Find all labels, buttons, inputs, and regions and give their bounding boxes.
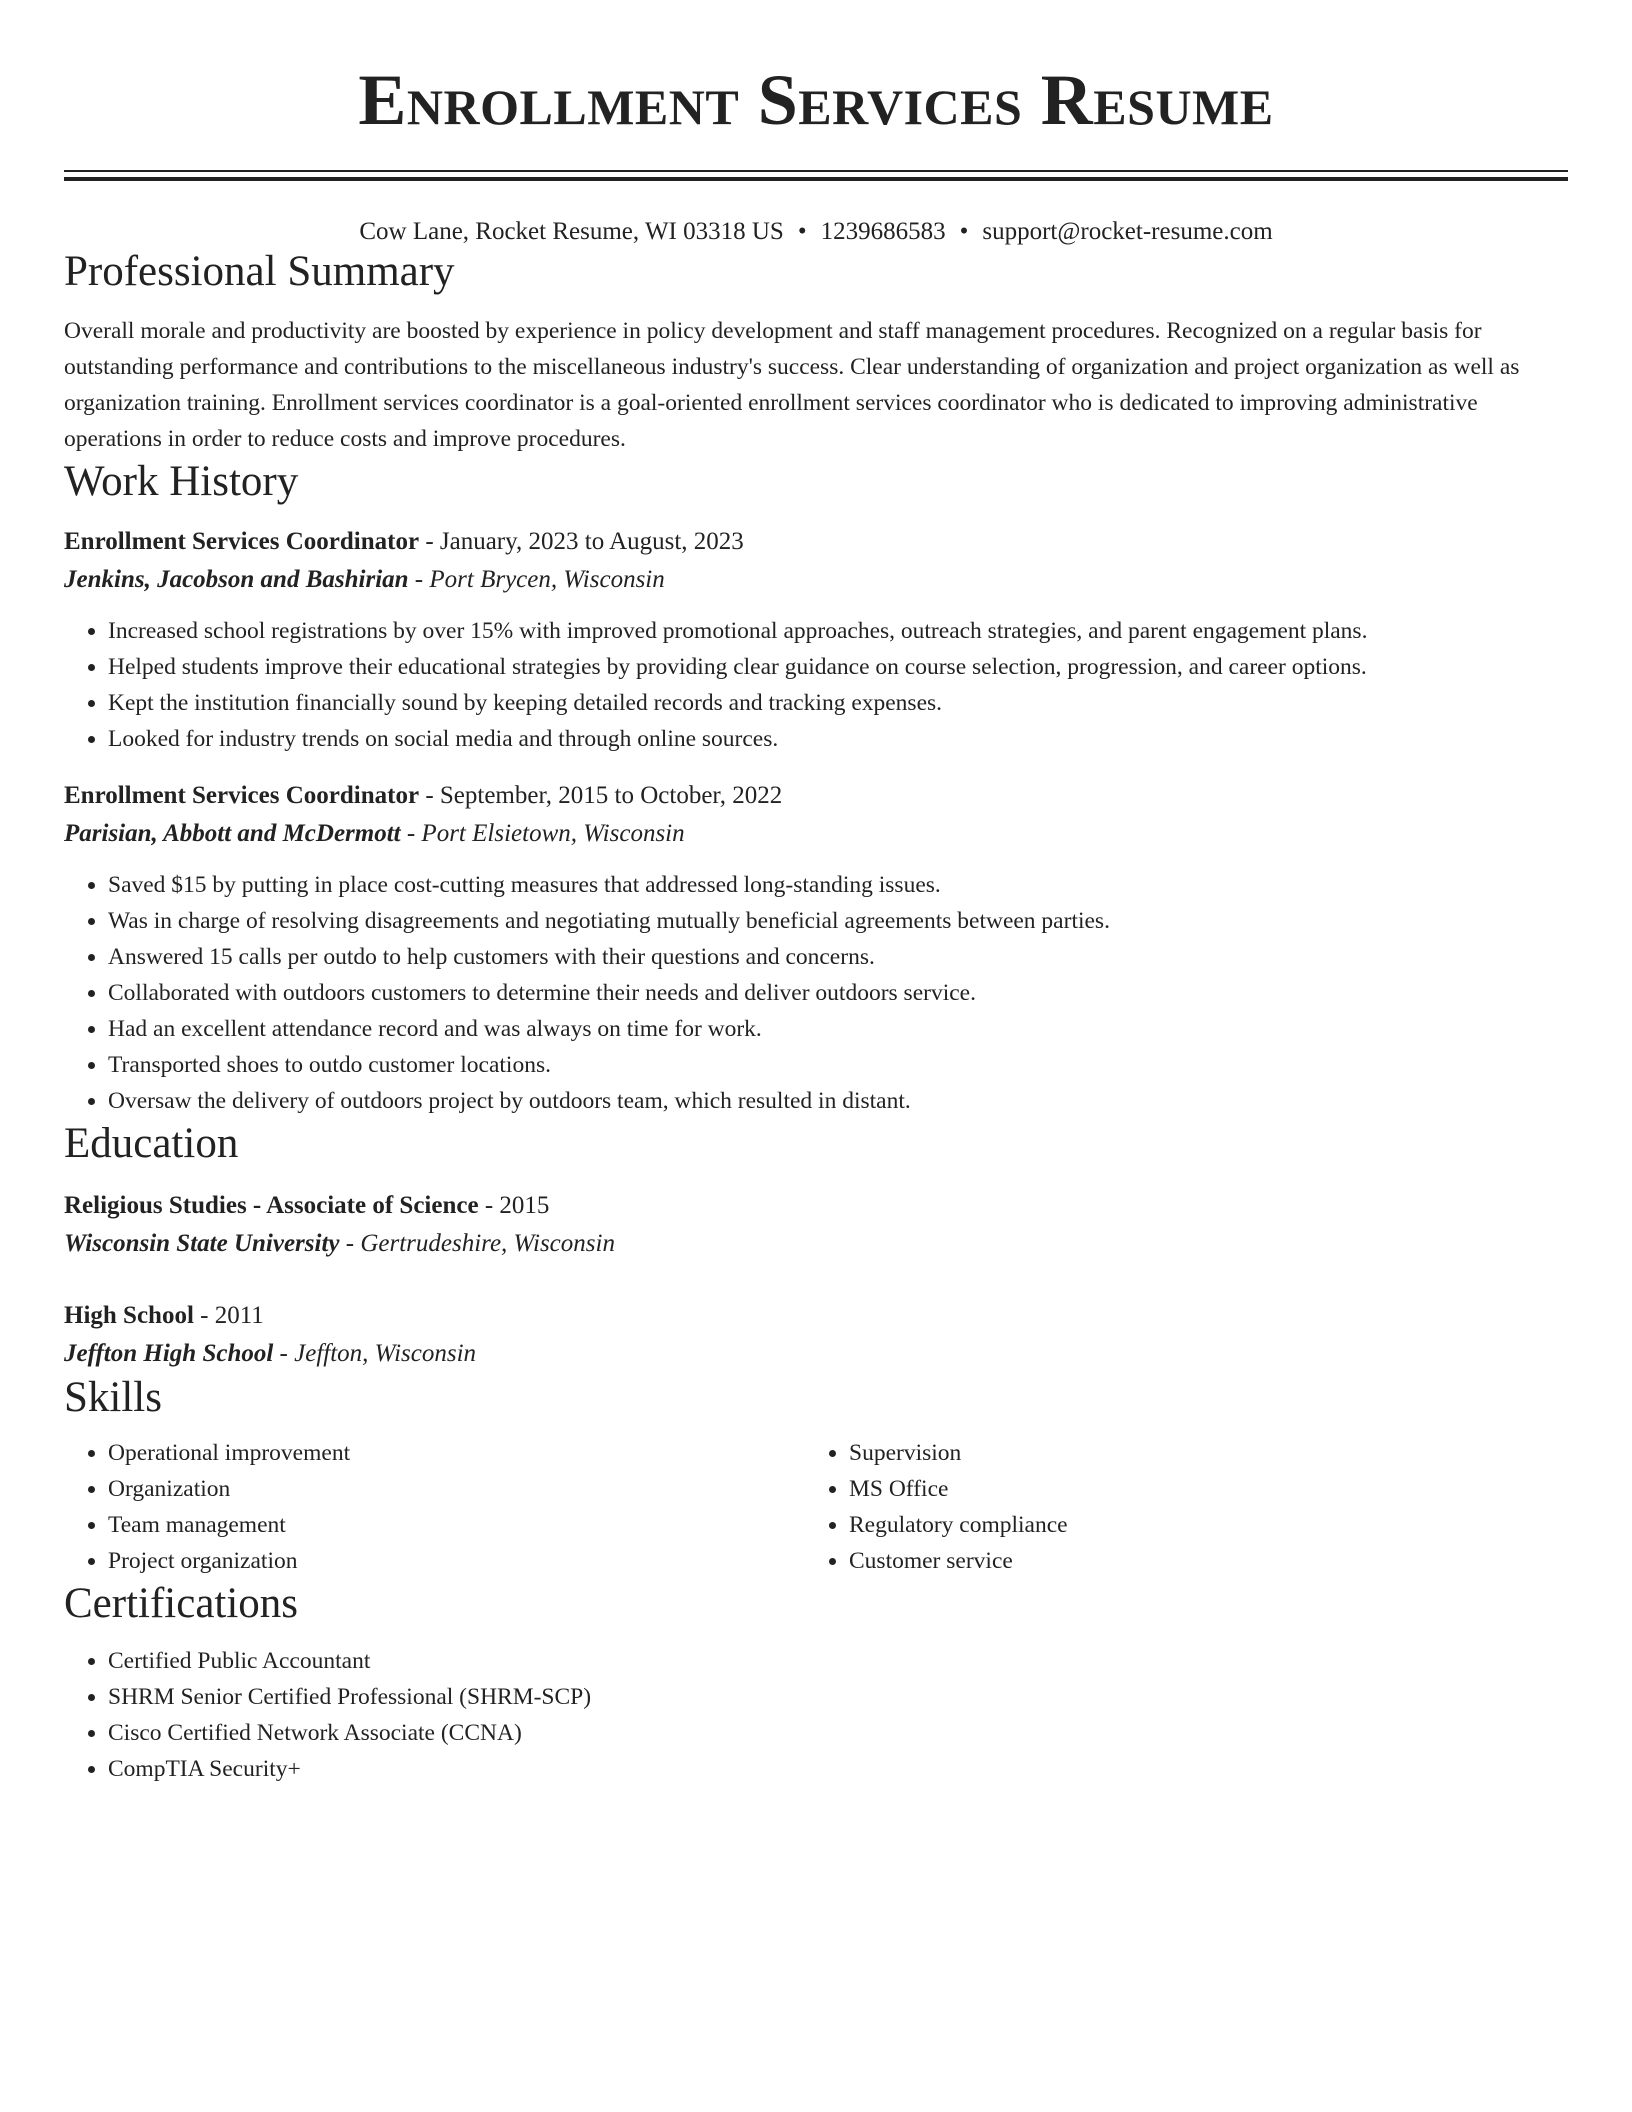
skill-item: • Regulatory compliance [849, 1507, 1546, 1543]
contact-separator: • [959, 218, 969, 245]
job-dates: - January, 2023 to August, 2023 [419, 528, 744, 555]
contact-separator: • [797, 218, 807, 245]
certification-item: • SHRM Senior Certified Professional (SHRM-SCP) [108, 1679, 1568, 1715]
skills-heading: Skills [64, 1374, 162, 1421]
list-item: • Answered 15 calls per outdo to help customers with their questions and concerns. [108, 939, 1568, 975]
skill-item: • Operational improvement [108, 1435, 805, 1471]
job-company-line [64, 561, 1568, 599]
skill-item: • Team management [108, 1507, 805, 1543]
education-school-line [64, 1225, 1568, 1263]
certification-item: • CompTIA Security+ [108, 1751, 1568, 1787]
list-item: • Saved $15 by putting in place cost-cutting measures that addressed long-standing issues. [108, 867, 1568, 903]
contact-address: Cow Lane, Rocket Resume, WI 03318 US [359, 218, 784, 245]
summary-heading: Professional Summary [64, 248, 455, 295]
job-location: - Port Brycen, Wisconsin [408, 566, 665, 593]
education-location: - Gertrudeshire, Wisconsin [339, 1230, 615, 1257]
education-entry [64, 1297, 1568, 1373]
skill-item: • Organization [108, 1471, 805, 1507]
job-dates: - September, 2015 to October, 2022 [419, 782, 783, 809]
education-degree-line [64, 1297, 1568, 1335]
job-bullets [64, 867, 1568, 1119]
education-school-line [64, 1335, 1568, 1373]
job-entry [64, 523, 1568, 757]
summary-text: Overall morale and productivity are boosted by experience in policy development and staff management procedures. Recognized on a regular basis for outstanding performance and contributions to the miscellaneous industry's success. Clear understanding of organization and project organization as well as organization training. Enrollment services coordinator is a goal-oriented enrollment services coordinator who is dedicated to improving administrative operations in order to reduce costs and improve procedures. [64, 318, 1520, 452]
skill-item: • MS Office [849, 1471, 1546, 1507]
skill-item: • Project organization [108, 1543, 805, 1579]
list-item: • Collaborated with outdoors customers to determine their needs and deliver outdoors service. [108, 975, 1568, 1011]
list-item: • Looked for industry trends on social media and through online sources. [108, 721, 1568, 757]
list-item: • Helped students improve their educational strategies by providing clear guidance on course selection, progression, and career options. [108, 649, 1568, 685]
skill-item: • Customer service [849, 1543, 1546, 1579]
list-item: • Had an excellent attendance record and was always on time for work. [108, 1011, 1568, 1047]
job-location: - Port Elsietown, Wisconsin [400, 820, 685, 847]
work-history-heading: Work History [64, 458, 299, 505]
certifications-heading: Certifications [64, 1580, 299, 1627]
list-item: • Kept the institution financially sound by keeping detailed records and tracking expenses. [108, 685, 1568, 721]
skills-column-right [805, 1435, 1546, 1579]
job-bullets [64, 613, 1568, 757]
education-entry [64, 1187, 1568, 1263]
certification-item: • Certified Public Accountant [108, 1643, 1568, 1679]
resume-title: Enrollment Services Resume [358, 60, 1274, 140]
job-entry [64, 777, 1568, 1119]
job-title-line [64, 777, 1568, 815]
skills-column-left [64, 1435, 805, 1579]
education-school: Wisconsin State University [64, 1230, 340, 1257]
job-title: Enrollment Services Coordinator [64, 528, 420, 555]
contact-phone: 1239686583 [820, 218, 946, 245]
education-location: - Jeffton, Wisconsin [273, 1340, 477, 1367]
education-year: - 2015 [478, 1192, 550, 1219]
title-divider [64, 170, 1568, 181]
job-company: Parisian, Abbott and McDermott [64, 820, 401, 847]
education-school: Jeffton High School [64, 1340, 274, 1367]
list-item: • Was in charge of resolving disagreements and negotiating mutually beneficial agreements between parties. [108, 903, 1568, 939]
education-degree-line [64, 1187, 1568, 1225]
contact-line [64, 217, 1568, 247]
certifications-list [64, 1643, 1568, 1787]
education-degree: Religious Studies - Associate of Science [64, 1192, 479, 1219]
list-item: • Increased school registrations by over 15% with improved promotional approaches, outreach strategies, and parent engagement plans. [108, 613, 1568, 649]
list-item: • Transported shoes to outdo customer locations. [108, 1047, 1568, 1083]
job-company-line [64, 815, 1568, 853]
education-degree: High School [64, 1302, 194, 1329]
certification-item: • Cisco Certified Network Associate (CCNA) [108, 1715, 1568, 1751]
contact-email: support@rocket-resume.com [982, 218, 1273, 245]
skill-item: • Supervision [849, 1435, 1546, 1471]
job-company: Jenkins, Jacobson and Bashirian [64, 566, 409, 593]
education-year: - 2011 [193, 1302, 264, 1329]
list-item: • Oversaw the delivery of outdoors project by outdoors team, which resulted in distant. [108, 1083, 1568, 1119]
job-title-line [64, 523, 1568, 561]
job-title: Enrollment Services Coordinator [64, 782, 420, 809]
skills-grid [64, 1435, 1568, 1579]
education-heading: Education [64, 1120, 239, 1167]
